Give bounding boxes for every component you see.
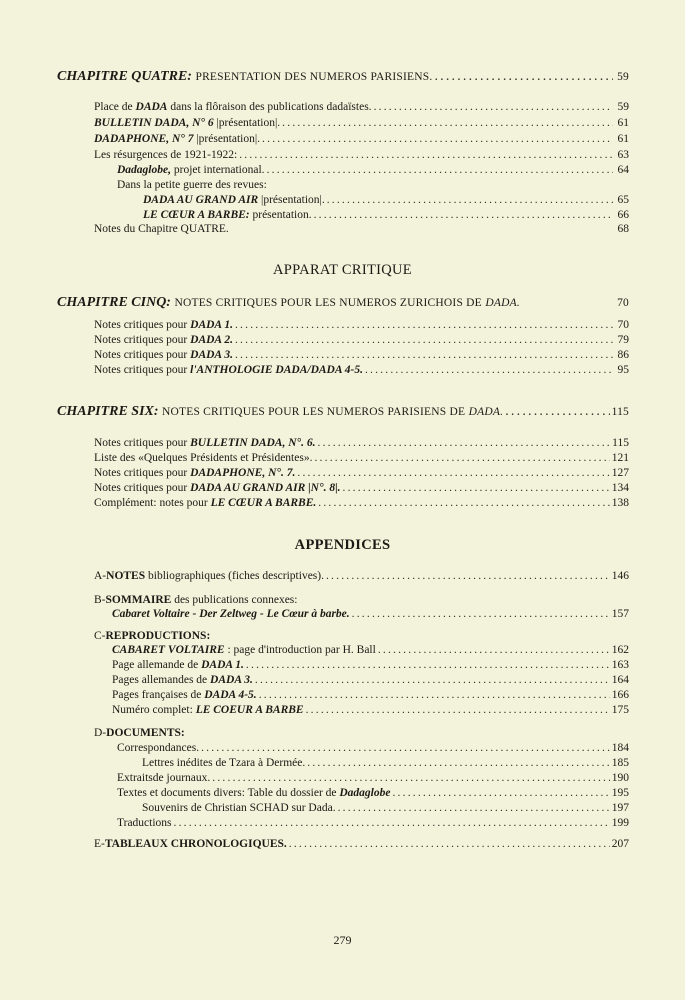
page-ref: 66 (617, 209, 629, 221)
toc-entry: Textes et documents divers: Table du dossier de Dadaglobe ..... 195 (117, 786, 629, 801)
toc-entry: Lettres inédites de Tzara à Dermée. ..... 185 (142, 756, 629, 771)
page-number: 279 (333, 933, 352, 947)
page-ref: 163 (611, 659, 629, 671)
page-ref: 199 (611, 817, 629, 829)
chapter-4-label: CHAPITRE QUATRE: (57, 69, 192, 84)
leader-dots (314, 451, 609, 466)
page-ref: 59 (617, 71, 629, 83)
page-ref: 157 (611, 608, 629, 620)
page-ref: 207 (611, 838, 629, 850)
toc-entry: Notes du Chapitre QUATRE. 68 (94, 223, 629, 235)
leader-dots (235, 348, 613, 363)
leader-dots (289, 837, 610, 852)
leader-dots (392, 786, 609, 801)
page-ref: 115 (611, 406, 629, 418)
appendix-c: C-REPRODUCTIONS: (94, 630, 211, 642)
section-title-apparat-critique: APPARAT CRITIQUE (273, 262, 412, 278)
appendix-a: A-NOTES bibliographiques (fiches descriptives). ..... 146 (94, 569, 629, 584)
toc-entry: LE CŒUR A BARBE: présentation. ..... 66 (143, 208, 629, 223)
page-ref: 190 (611, 772, 629, 784)
page-ref: 68 (617, 223, 629, 235)
toc-entry: Notes critiques pour DADA 3. ..... 86 (94, 348, 629, 363)
page-ref: 65 (617, 194, 629, 206)
toc-entry: DADAPHONE, N° 7 |présentation|. ..... 61 (94, 132, 629, 147)
chapter-5-label: CHAPITRE CINQ: (57, 295, 171, 310)
leader-dots (174, 816, 610, 831)
toc-entry: Dadaglobe, projet international. ..... 64 (117, 163, 629, 178)
leader-dots (374, 100, 613, 115)
appendix-e: E-TABLEAUX CHRONOLOGIQUES. ..... 207 (94, 837, 629, 852)
leader-dots (327, 193, 613, 208)
chapter-4-heading (57, 68, 629, 86)
leader-dots (262, 132, 613, 147)
page-ref: 138 (611, 497, 629, 509)
page-ref: 61 (617, 117, 629, 129)
toc-entry: Souvenirs de Christian SCHAD sur Dada. ..... 197 (142, 801, 629, 816)
toc-entry: Complément: notes pour LE CŒUR A BARBE. ..... 138 (94, 496, 629, 511)
leader-dots (314, 208, 613, 223)
page-ref: 175 (611, 704, 629, 716)
chapter-6-heading: CHAPITRE SIX: NOTES CRITIQUES POUR LES NUMEROS PARISIENS DE DADA. ..... 115 (57, 403, 629, 421)
leader-dots (255, 673, 610, 688)
leader-dots (318, 496, 610, 511)
toc-entry: Page allemande de DADA 1. ..... 163 (112, 658, 629, 673)
leader-dots (297, 466, 609, 481)
page-ref: 146 (611, 570, 629, 582)
toc-entry: Numéro complet: LE COEUR A BARBE ..... 175 (112, 703, 629, 718)
page-ref: 63 (617, 149, 629, 161)
section-title-appendices: APPENDICES (294, 537, 391, 553)
chapter-5-heading: CHAPITRE CINQ: NOTES CRITIQUES POUR LES NUMEROS ZURICHOIS DE DADA. 70 (57, 295, 629, 310)
page-ref: 70 (617, 297, 629, 309)
page-ref: 121 (611, 452, 629, 464)
toc-entry: Notes critiques pour DADA 1. ..... 70 (94, 318, 629, 333)
toc-entry: Notes critiques pour DADA 2. ..... 79 (94, 333, 629, 348)
leader-dots (235, 318, 613, 333)
toc-entry: Traductions ..... 199 (117, 816, 629, 831)
page-ref: 134 (611, 482, 629, 494)
toc-entry: Notes critiques pour DADAPHONE, N°. 7. ..... 127 (94, 466, 629, 481)
leader-dots (365, 363, 613, 378)
toc-entry: Notes critiques pour DADA AU GRAND AIR |N°. 8|. ..... 134 (94, 481, 629, 496)
appendix-b: B-SOMMAIRE des publications connexes: (94, 594, 298, 606)
page-ref: 61 (617, 133, 629, 145)
leader-dots (326, 569, 610, 584)
toc-entry: Les résurgences de 1921-1922: ..... 63 (94, 148, 629, 163)
chapter-5-title: NOTES CRITIQUES POUR LES NUMEROS ZURICHOIS DE (174, 297, 482, 309)
page-ref: 166 (611, 689, 629, 701)
page-ref: 184 (611, 742, 629, 754)
page-ref: 115 (612, 437, 629, 449)
leader-dots (201, 741, 610, 756)
page-ref: 197 (611, 802, 629, 814)
chapter-4-title: PRESENTATION DES NUMEROS PARISIENS. (195, 71, 433, 83)
leader-dots (352, 607, 610, 622)
chapter-6-title: NOTES CRITIQUES POUR LES NUMEROS PARISIENS DE (162, 406, 466, 418)
toc-entry: Correspondances. ..... 184 (117, 741, 629, 756)
page-ref: 86 (617, 349, 629, 361)
toc-entry: Notes critiques pour l'ANTHOLOGIE DADA/DADA 4-5. ..... 95 (94, 363, 629, 378)
page-ref: 64 (617, 164, 629, 176)
page-ref: 164 (611, 674, 629, 686)
toc-entry: Pages allemandes de DADA 3. ..... 164 (112, 673, 629, 688)
leader-dots (318, 436, 611, 451)
page-ref: 185 (611, 757, 629, 769)
leader-dots (307, 756, 609, 771)
appendix-d: D-DOCUMENTS: (94, 727, 185, 739)
toc-entry: BULLETIN DADA, N° 6 |présentation|. ..... 61 (94, 116, 629, 131)
leader-dots (378, 643, 610, 658)
leader-dots (267, 163, 613, 178)
page-ref: 162 (611, 644, 629, 656)
leader-dots (239, 148, 613, 163)
page-ref: 127 (611, 467, 629, 479)
leader-dots (246, 658, 610, 673)
toc-entry: Dans la petite guerre des revues: (117, 179, 267, 191)
toc-entry: Liste des «Quelques Présidents et Présidentes». ..... 121 (94, 451, 629, 466)
leader-dots (212, 771, 609, 786)
chapter-6-label: CHAPITRE SIX: (57, 404, 159, 419)
leader-dots (235, 333, 613, 348)
toc-entry: Pages françaises de DADA 4-5. ..... 166 (112, 688, 629, 703)
toc-entry: Place de DADA dans la flôraison des publications dadaïstes. ..... 59 (94, 100, 629, 115)
toc-entry: CABARET VOLTAIRE : page d'introduction par H. Ball ..... 162 (112, 643, 629, 658)
toc-entry: Extraitsde journaux. ..... 190 (117, 771, 629, 786)
leader-dots (505, 403, 609, 421)
leader-dots (259, 688, 610, 703)
page-ref: 70 (617, 319, 629, 331)
page-ref: 195 (611, 787, 629, 799)
leader-dots (338, 801, 610, 816)
page-ref: 79 (617, 334, 629, 346)
leader-dots (434, 68, 613, 86)
toc-entry: DADA AU GRAND AIR |présentation|. ..... 65 (143, 193, 629, 208)
toc-entry: Notes critiques pour BULLETIN DADA, N°. 6. ..... 115 (94, 436, 629, 451)
leader-dots (282, 116, 613, 131)
page-ref: 59 (617, 101, 629, 113)
leader-dots (306, 703, 610, 718)
leader-dots (343, 481, 610, 496)
toc-entry: Cabaret Voltaire - Der Zeltweg - Le Cœur à barbe. ..... 157 (112, 607, 629, 622)
page-ref: 95 (617, 364, 629, 376)
